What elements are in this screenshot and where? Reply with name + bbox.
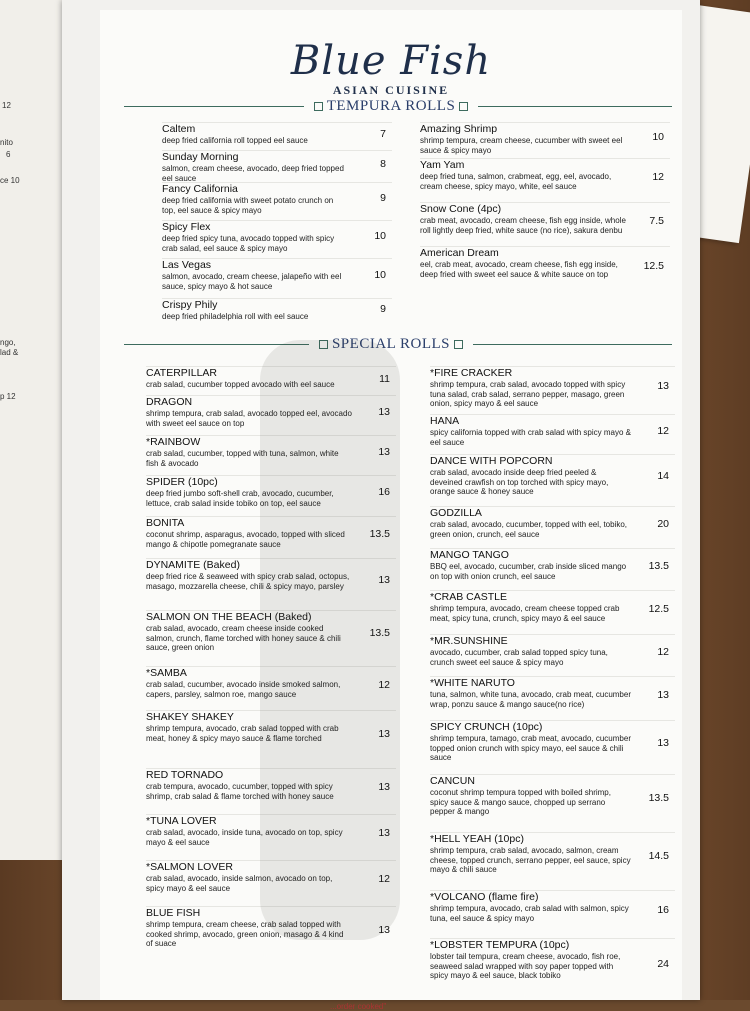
item-description: lobster tail tempura, cream cheese, avocado, fish roe, seaweed salad wrapped with soy paper topped with spicy mayo & eel sauce, black tobiko [430, 952, 621, 980]
item-price: 12 [652, 170, 664, 183]
item-description: eel, crab meat, avocado, cream cheese, fish egg inside, deep fried with sweet eel sauce & white sauce on top [420, 260, 618, 279]
item-price: 12.5 [643, 260, 664, 273]
item-price: 13 [378, 446, 390, 458]
item-name: CANCUN [430, 775, 475, 787]
item-name: *RAINBOW [146, 436, 201, 448]
item-name: *CRAB CASTLE [430, 591, 508, 603]
item-price: 13 [378, 924, 390, 937]
menu-item [430, 720, 675, 775]
menu-item [430, 414, 675, 455]
menu-item [430, 832, 675, 891]
item-name: Snow Cone (4pc) [420, 203, 502, 215]
tempura-section-header [100, 96, 682, 116]
left-fragment: ngo, [0, 338, 16, 347]
menu-item [162, 298, 392, 325]
item-description: deep fried tuna, salmon, crabmeat, egg, eel, avocado, cream cheese, spicy mayo, white, eel sauce [420, 172, 612, 191]
item-description: coconut shrimp tempura topped with boiled shrimp, spicy sauce & mango sauce, chopped up serrano pepper & mango [430, 788, 611, 816]
item-description: shrimp tempura, crab salad, avocado topped eel, avocado with sweet eel sauce on top [146, 409, 352, 428]
item-price: 12 [657, 645, 669, 658]
item-price: 10 [652, 131, 664, 144]
menu-item [430, 774, 675, 833]
menu-item [430, 506, 675, 549]
item-price: 8 [380, 157, 386, 170]
item-description: deep fried spicy tuna, avocado topped with spicy crab salad, eel sauce & spicy mayo [162, 234, 335, 253]
item-name: Caltem [162, 123, 196, 135]
item-price: 16 [378, 486, 390, 499]
menu-item [420, 158, 670, 203]
item-description: tuna, salmon, white tuna, avocado, crab meat, cucumber wrap, ponzu sauce & mango sauce(no rice) [430, 690, 631, 709]
item-description: crab salad, avocado, inside tuna, avocado on top, spicy mayo & eel sauce [146, 828, 343, 847]
menu-item [430, 890, 675, 939]
item-price: 9 [380, 303, 386, 316]
item-price: 7.5 [649, 214, 664, 227]
tempura-section-title: TEMPURA ROLLS [326, 97, 456, 114]
menu-item [430, 634, 675, 677]
item-description: shrimp tempura, tamago, crab meat, avocado, cucumber topped onion crunch with spicy mayo, eel sauce & chili sauce [430, 734, 631, 762]
item-description: deep fried rice & seaweed with spicy crab salad, octopus, masago, mozzarella cheese, chili & spicy mayo, parsley [146, 572, 350, 591]
item-description: spicy california topped with crab salad with spicy mayo & eel sauce [430, 428, 631, 447]
item-name: *SALMON LOVER [146, 861, 233, 873]
item-name: *WHITE NARUTO [430, 677, 515, 689]
item-price: 20 [657, 517, 669, 530]
menu-laminate [62, 0, 700, 1011]
item-name: SALMON ON THE BEACH (Baked) [146, 611, 312, 623]
special-section-title: SPECIAL ROLLS [331, 335, 451, 352]
item-description: crab salad, avocado, inside salmon, avocado on top, spicy mayo & eel sauce [146, 874, 333, 893]
left-partial-menu-sheet [0, 0, 67, 860]
item-name: GODZILLA [430, 507, 482, 519]
item-description: avocado, cucumber, crab salad topped spicy tuna, crunch sweet eel sauce & spicy mayo [430, 648, 608, 667]
item-name: Crispy Phily [162, 299, 218, 311]
item-name: *SAMBA [146, 667, 187, 679]
menu-item [420, 202, 670, 247]
item-name: *HELL YEAH (10pc) [430, 833, 524, 845]
item-price: 7 [380, 128, 386, 141]
item-description: crab meat, avocado, cream cheese, fish egg inside, whole roll lightly deep fried, white sauce (no rice), sakura denbu [420, 216, 626, 235]
item-name: SPIDER (10pc) [146, 476, 218, 488]
left-fragment: ce 10 [0, 176, 20, 185]
item-description: deep fried california with sweet potato crunch on top, eel sauce & spicy mayo [162, 196, 334, 215]
item-name: *LOBSTER TEMPURA (10pc) [430, 939, 570, 951]
item-description: crab salad, avocado, cucumber, topped with eel, tobiko, green onion, crunch, eel sauce [430, 520, 628, 539]
item-price: 13.5 [648, 792, 669, 805]
item-price: 11 [379, 372, 390, 385]
menu-item [162, 122, 392, 151]
item-description: shrimp tempura, crab salad, avocado topped with spicy tuna salad, crab salad, serrano pepper, masago, green onion, spicy mayo & eel sauce [430, 380, 626, 408]
special-section-header [100, 334, 682, 354]
item-price: 13.5 [648, 559, 669, 572]
item-price: 16 [657, 904, 669, 917]
item-price: 24 [657, 957, 669, 970]
item-name: BLUE FISH [146, 907, 201, 919]
item-description: deep fried california roll topped eel sauce [162, 136, 308, 145]
photo-shadow [260, 340, 400, 940]
menu-item [430, 454, 675, 507]
menu-item [420, 246, 670, 295]
item-name: BONITA [146, 517, 185, 529]
left-fragment: 12 [2, 101, 11, 110]
item-price: 12.5 [648, 602, 669, 615]
item-name: HANA [430, 415, 460, 427]
left-fragment: 6 [6, 150, 11, 159]
item-price: 13 [378, 728, 390, 741]
brand-subtitle: ASIAN CUISINE [332, 83, 450, 97]
menu-item [430, 366, 675, 415]
item-price: 13 [378, 827, 390, 840]
menu-page [100, 10, 682, 1011]
left-fragment: p 12 [0, 392, 16, 401]
item-description: deep fried philadelphia roll with eel sauce [162, 312, 309, 321]
item-description: BBQ eel, avocado, cucumber, crab inside sliced mango on top with onion crunch, eel sauce [430, 562, 627, 581]
item-description: crab salad, avocado, cream cheese inside cooked salmon, crunch, flame torched with honey sauce & chili sauce, green onion [146, 624, 341, 652]
item-name: *TUNA LOVER [146, 815, 217, 827]
item-description: crab tempura, avocado, cucumber, topped with spicy shrimp, crab salad & flame torched with honey sauce [146, 782, 334, 801]
item-name: Sunday Morning [162, 151, 239, 163]
item-description: crab salad, cucumber, avocado inside smoked salmon, capers, parsley, salmon roe, mango sauce [146, 680, 341, 699]
item-description: shrimp tempura, avocado, cream cheese topped crab meat, spicy tuna, crunch, spicy mayo & eel sauce [430, 604, 620, 623]
menu-item [430, 938, 675, 1001]
item-name: *VOLCANO (flame fire) [430, 891, 539, 903]
item-description: salmon, cream cheese, avocado, deep fried topped eel sauce [162, 164, 344, 183]
menu-item [162, 258, 392, 299]
left-fragment: nito [0, 138, 13, 147]
item-name: DANCE WITH POPCORN [430, 455, 553, 467]
menu-item [430, 676, 675, 721]
item-name: DRAGON [146, 396, 193, 408]
item-price: 12 [378, 873, 390, 886]
item-description: deep fried jumbo soft-shell crab, avocado, cucumber, lettuce, crab salad inside tobiko on top, eel sauce [146, 489, 334, 508]
item-name: Spicy Flex [162, 221, 211, 233]
item-description: shrimp tempura, avocado, crab salad topped with crab meat, honey & spicy mayo sauce & flame torched [146, 724, 339, 743]
menu-item [162, 150, 392, 183]
item-name: Las Vegas [162, 259, 212, 271]
item-name: Fancy California [162, 183, 238, 195]
item-description: shrimp tempura, avocado, crab salad with salmon, spicy tuna, eel sauce & spicy mayo [430, 904, 629, 923]
item-name: RED TORNADO [146, 769, 224, 781]
item-price: 13 [378, 781, 390, 794]
menu-item [420, 122, 670, 159]
menu-item [162, 182, 392, 221]
item-name: SHAKEY SHAKEY [146, 711, 234, 723]
item-name: American Dream [420, 247, 499, 259]
item-description: crab salad, cucumber, topped with tuna, salmon, white fish & avocado [146, 449, 339, 468]
item-name: DYNAMITE (Baked) [146, 559, 240, 571]
item-price: 14.5 [648, 850, 669, 863]
item-price: 13 [657, 688, 669, 701]
item-price: 13 [378, 406, 390, 418]
item-name: Amazing Shrimp [420, 123, 498, 135]
item-price: 10 [374, 230, 386, 243]
item-name: *MR.SUNSHINE [430, 635, 508, 647]
item-description: shrimp tempura, cream cheese, cucumber with sweet eel sauce & spicy mayo [420, 136, 623, 155]
menu-item [162, 220, 392, 259]
item-description: salmon, avocado, cream cheese, jalapeño with eel sauce, spicy mayo & hot sauce [162, 272, 342, 291]
item-price: 9 [380, 192, 386, 205]
brand-logo: Blue Fish [290, 38, 492, 84]
item-price: 14 [657, 469, 669, 482]
item-price: 10 [374, 269, 386, 281]
item-description: crab salad, cucumber topped avocado with eel sauce [146, 380, 335, 389]
item-price: 13 [657, 380, 669, 393]
item-price: 13 [657, 736, 669, 749]
item-name: CATERPILLAR [146, 367, 217, 379]
menu-item [430, 548, 675, 591]
item-name: SPICY CRUNCH (10pc) [430, 721, 543, 733]
menu-item [430, 590, 675, 635]
item-description: crab salad, avocado inside deep fried peeled & deveined crawfish on top torched with spicy mayo, orange sauce & honey sauce [430, 468, 609, 496]
item-price: 12 [657, 425, 669, 437]
item-price: 13 [378, 573, 390, 586]
item-name: Yam Yam [420, 159, 465, 171]
item-name: *FIRE CRACKER [430, 367, 513, 379]
item-price: 13.5 [369, 527, 390, 540]
left-fragment: lad & [0, 348, 19, 357]
item-price: 13.5 [369, 627, 390, 640]
footer-fragment: ...order cooked" [330, 1002, 387, 1011]
item-description: coconut shrimp, asparagus, avocado, topped with sliced mango & chipotle pomegranate sauce [146, 530, 345, 549]
item-price: 12 [378, 678, 390, 691]
item-description: shrimp tempura, crab salad, avocado, salmon, cream cheese, topped crunch, serrano pepper, eel sauce, spicy mayo & chili sauce [430, 846, 631, 874]
item-description: shrimp tempura, cream cheese, crab salad topped with cooked shrimp, avocado, green onion, masago & 4 kind of suace [146, 920, 344, 948]
item-name: MANGO TANGO [430, 549, 509, 561]
